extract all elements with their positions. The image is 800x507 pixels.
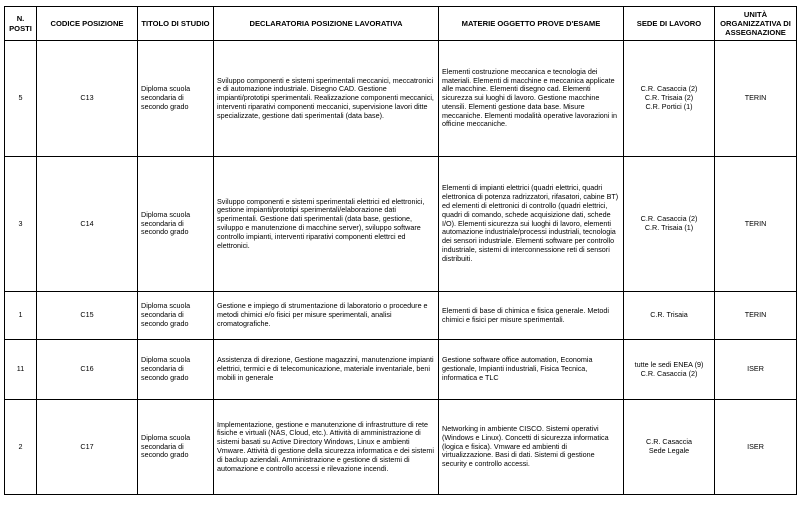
cell-posti: 5: [5, 41, 37, 157]
header-codice-posizione: CODICE POSIZIONE: [37, 7, 138, 41]
cell-declaratoria: Assistenza di direzione, Gestione magazzini, manutenzione impianti elettrici, termici e di telecomunicazione, materiale inventariale, beni mobili in generale: [214, 340, 439, 400]
table-row: [5, 41, 797, 157]
table-row: [5, 400, 797, 495]
cell-declaratoria: Implementazione, gestione e manutenzione di infrastrutture di rete fisiche e virtuali (NAS, Cloud, etc.). Attività di amministrazione di sistemi basati su Active Directory Windows, Linux e ambienti Vmware. Attività di gestione della sicurezza informatica e dei sistemi di backup aziendali. Amministrazione e gestione di sistemi di automazione e controllo accessi e rilevazione incendi.: [214, 400, 439, 495]
cell-sede: C.R. Trisaia: [624, 292, 715, 340]
cell-declaratoria: Sviluppo componenti e sistemi sperimentali meccanici, meccatronici e di automazione industriale. Disegno CAD. Gestione impianti/prototipi sperimentali. Realizzazione componenti meccanici, interventi riparativi componenti meccanici, supervisione lavori ditte specializzate, gestione dati sperimentali (data base).: [214, 41, 439, 157]
cell-sede: C.R. Casaccia Sede Legale: [624, 400, 715, 495]
header-titolo-di-studio: TITOLO DI STUDIO: [138, 7, 214, 41]
cell-declaratoria: Gestione e impiego di strumentazione di laboratorio o procedure e metodi chimici e/o fisici per misure sperimentali, analisi cromatografiche.: [214, 292, 439, 340]
cell-sede: tutte le sedi ENEA (9) C.R. Casaccia (2): [624, 340, 715, 400]
header-unita-organizzativa: UNITÀ ORGANIZZATIVA DI ASSEGNAZIONE: [715, 7, 797, 41]
header-n-posti: N. POSTI: [5, 7, 37, 41]
table-row: [5, 340, 797, 400]
header-row: [5, 7, 797, 41]
cell-codice: C17: [37, 400, 138, 495]
header-declaratoria: DECLARATORIA POSIZIONE LAVORATIVA: [214, 7, 439, 41]
cell-posti: 1: [5, 292, 37, 340]
cell-unita: ISER: [715, 340, 797, 400]
cell-materie: Gestione software office automation, Economia gestionale, Impianti industriali, Fisica Tecnica, informatica e TLC: [439, 340, 624, 400]
cell-codice: C15: [37, 292, 138, 340]
cell-declaratoria: Sviluppo componenti e sistemi sperimentali elettrici ed elettronici, gestione impianti/prototipi sperimentali/elaborazione dati sperimentali. Gestione dati sperimentali (data base, gestione, sviluppo e manutenzione di macchine server), sviluppo software controllo impianti, interventi riparativi componenti elettrci ed elettronici.: [214, 157, 439, 292]
cell-titolo: Diploma scuola secondaria di secondo grado: [138, 157, 214, 292]
table-row: [5, 292, 797, 340]
cell-materie: Elementi di base di chimica e fisica generale. Metodi chimici e fisici per misure sperimentali.: [439, 292, 624, 340]
cell-unita: ISER: [715, 400, 797, 495]
cell-posti: 11: [5, 340, 37, 400]
cell-codice: C13: [37, 41, 138, 157]
cell-unita: TERIN: [715, 41, 797, 157]
cell-unita: TERIN: [715, 157, 797, 292]
table-row: [5, 157, 797, 292]
cell-codice: C16: [37, 340, 138, 400]
header-sede-di-lavoro: SEDE DI LAVORO: [624, 7, 715, 41]
cell-titolo: Diploma scuola secondaria di secondo grado: [138, 400, 214, 495]
cell-titolo: Diploma scuola secondaria di secondo grado: [138, 340, 214, 400]
cell-titolo: Diploma scuola secondaria di secondo grado: [138, 292, 214, 340]
cell-materie: Elementi di impianti elettrici (quadri elettrici, quadri elettronica di potenza radrizzatori, rifasatori, cabine BT) ed elementi di elettronici di controllo (quadri elettrici, quadri di comando, schede acquisizione dati, schede I/O). Elementi sicurezza sui luoghi di lavoro, elementi automazione industriale/processi industriali, tecnologia dei sensori industriale. Elementi software per controllo industriale, sistemi di interconnessione reti di sensori distribuiti.: [439, 157, 624, 292]
cell-codice: C14: [37, 157, 138, 292]
cell-sede: C.R. Casaccia (2) C.R. Trisaia (2) C.R. Portici (1): [624, 41, 715, 157]
cell-unita: TERIN: [715, 292, 797, 340]
cell-sede: C.R. Casaccia (2) C.R. Trisaia (1): [624, 157, 715, 292]
header-materie: MATERIE OGGETTO PROVE D'ESAME: [439, 7, 624, 41]
cell-posti: 3: [5, 157, 37, 292]
positions-table: [4, 6, 797, 495]
cell-titolo: Diploma scuola secondaria di secondo grado: [138, 41, 214, 157]
cell-materie: Elementi costruzione meccanica e tecnologia dei materiali. Elementi di macchine e meccanica applicate alle macchine. Elementi disegno cad. Elementi sicurezza sui luoghi di lavoro. Gestione macchine utensili. Elementi gestione data base. Misure meccaniche. Elementi modalità operative lavorazioni in officine meccaniche.: [439, 41, 624, 157]
cell-posti: 2: [5, 400, 37, 495]
cell-materie: Networking in ambiente CISCO. Sistemi operativi (Windows e Linux). Concetti di sicurezza informatica (logica e fisica). Vmware ed ambienti di virtualizzazione. Basi di dati. Sistemi di gestione security e controllo accessi.: [439, 400, 624, 495]
